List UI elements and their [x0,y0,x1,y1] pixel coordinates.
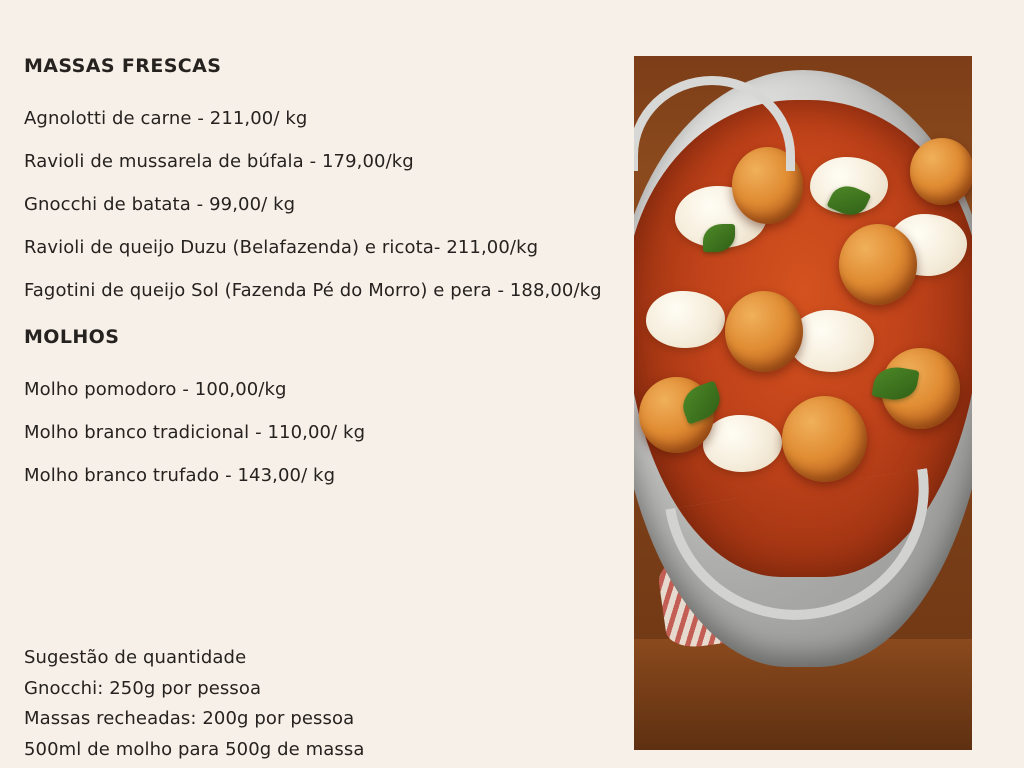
gnocchi-piece [839,224,917,305]
gnocchi-piece [782,396,867,482]
note-line: Gnocchi: 250g por pessoa [24,677,262,699]
menu-item: Agnolotti de carne - 211,00/ kg [24,108,308,129]
menu-item: Ravioli de mussarela de búfala - 179,00/kg [24,151,414,172]
melted-cheese-patch [646,291,724,348]
menu-item: Gnocchi de batata - 99,00/ kg [24,194,296,215]
metal-pan [634,70,972,667]
melted-cheese-patch [703,415,781,472]
pan-handle-top [634,76,795,171]
note-line: Massas recheadas: 200g por pessoa [24,708,355,730]
gnocchi-piece [725,291,803,372]
quantity-suggestion-notes [24,645,624,767]
basil-leaf [703,224,735,253]
menu-item: Molho branco tradicional - 110,00/ kg [24,422,366,443]
menu-item: Ravioli de queijo Duzu (Belafazenda) e ricota- 211,00/kg [24,237,539,258]
gnocchi-piece [910,138,972,205]
menu-item: Molho pomodoro - 100,00/kg [24,379,287,400]
menu-item: Molho branco trufado - 143,00/ kg [24,465,336,486]
menu-item: Fagotini de queijo Sol (Fazenda Pé do Morro) e pera - 188,00/kg [24,280,602,301]
menu-content-column [24,44,624,497]
note-line: Sugestão de quantidade [24,647,247,668]
gnocchi-tomato-sauce-photo [634,56,972,750]
section-heading-massas-frescas: MASSAS FRESCAS [24,55,222,77]
photo-inner [634,56,972,750]
note-line: 500ml de molho para 500g de massa [24,738,365,760]
section-heading-molhos: MOLHOS [24,326,120,348]
